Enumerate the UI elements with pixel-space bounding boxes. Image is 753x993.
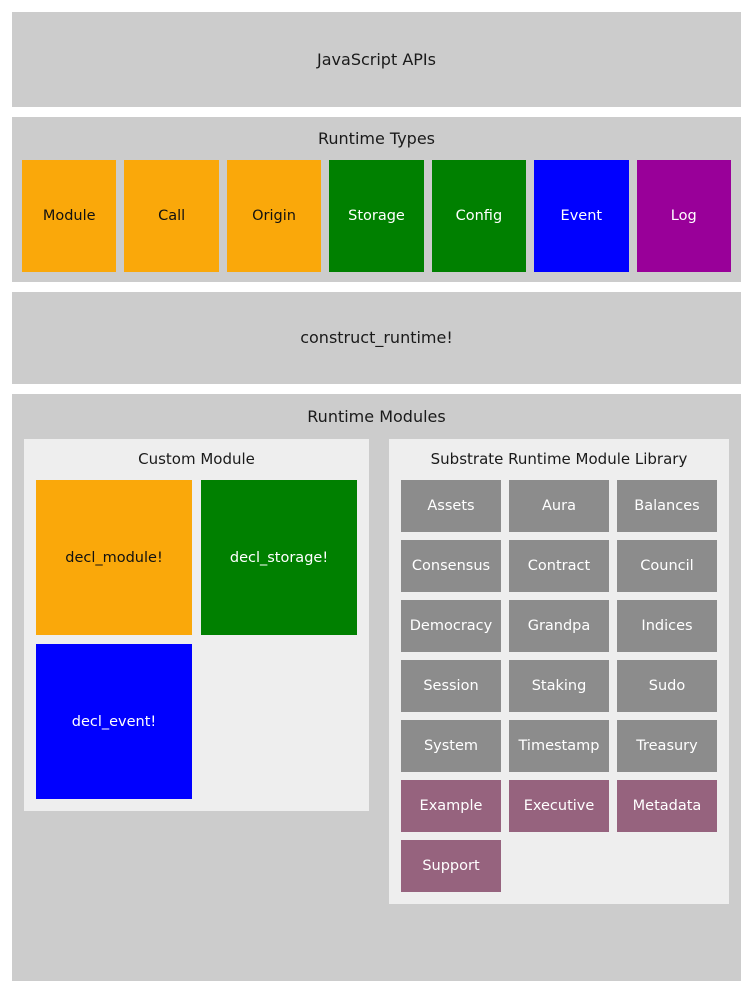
runtime-type-label: Origin	[252, 208, 296, 225]
library-module-label: Metadata	[632, 798, 702, 815]
runtime-type-config	[432, 160, 526, 272]
runtime-type-event	[534, 160, 628, 272]
library-module-label: Executive	[523, 798, 595, 815]
custom-module-panel	[24, 439, 369, 811]
runtime-type-label: Storage	[348, 208, 405, 225]
runtime-type-label: Config	[455, 208, 503, 225]
library-module-label: Balances	[634, 498, 700, 515]
runtime-types-section	[12, 117, 741, 282]
decl-module-box	[36, 480, 192, 635]
library-module-label: Grandpa	[527, 618, 591, 635]
library-module-label: System	[423, 738, 479, 755]
javascript-apis-section	[12, 12, 741, 107]
library-module-label: Assets	[427, 498, 475, 515]
runtime-types-row	[22, 160, 731, 272]
library-module-label: Treasury	[636, 738, 698, 755]
library-module-treasury	[617, 720, 717, 772]
custom-module-empty-cell	[201, 644, 357, 799]
library-module-balances	[617, 480, 717, 532]
library-module-consensus	[401, 540, 501, 592]
substrate-library-title: Substrate Runtime Module Library	[430, 450, 688, 469]
javascript-apis-title: JavaScript APIs	[317, 49, 436, 69]
library-module-label: Staking	[531, 678, 587, 695]
runtime-modules-row	[24, 439, 729, 967]
library-module-system	[401, 720, 501, 772]
decl-storage-box	[201, 480, 357, 635]
library-module-democracy	[401, 600, 501, 652]
construct-runtime-section	[12, 292, 741, 384]
runtime-type-label: Event	[560, 208, 603, 225]
runtime-modules-section	[12, 394, 741, 981]
library-module-grandpa	[509, 600, 609, 652]
library-module-session	[401, 660, 501, 712]
custom-module-label: decl_event!	[71, 713, 157, 730]
runtime-type-log	[637, 160, 731, 272]
library-module-sudo	[617, 660, 717, 712]
library-module-contract	[509, 540, 609, 592]
library-module-council	[617, 540, 717, 592]
library-module-assets	[401, 480, 501, 532]
custom-module-label: decl_module!	[65, 549, 163, 566]
runtime-type-label: Call	[158, 208, 186, 225]
library-module-timestamp	[509, 720, 609, 772]
library-module-label: Aura	[542, 498, 576, 515]
runtime-types-title: Runtime Types	[318, 129, 435, 148]
library-module-aura	[509, 480, 609, 532]
decl-event-box	[36, 644, 192, 799]
library-module-label: Indices	[641, 618, 693, 635]
runtime-type-origin	[227, 160, 321, 272]
library-module-example	[401, 780, 501, 832]
library-module-label: Session	[423, 678, 479, 695]
library-module-executive	[509, 780, 609, 832]
construct-runtime-title: construct_runtime!	[300, 328, 453, 348]
substrate-library-grid	[401, 480, 717, 892]
runtime-modules-title: Runtime Modules	[307, 407, 446, 426]
custom-module-label: decl_storage!	[229, 549, 329, 566]
library-module-label: Council	[640, 558, 694, 575]
library-module-label: Consensus	[411, 558, 491, 575]
library-module-label: Support	[422, 858, 480, 875]
runtime-type-label: Log	[670, 208, 697, 225]
library-module-support	[401, 840, 501, 892]
custom-module-grid	[36, 480, 357, 799]
runtime-type-storage	[329, 160, 423, 272]
runtime-type-call	[124, 160, 218, 272]
library-module-label: Contract	[527, 558, 591, 575]
runtime-type-label: Module	[42, 208, 96, 225]
library-module-metadata	[617, 780, 717, 832]
substrate-library-panel	[389, 439, 729, 904]
library-module-label: Democracy	[409, 618, 493, 635]
library-module-label: Timestamp	[518, 738, 600, 755]
library-module-label: Sudo	[648, 678, 686, 695]
library-module-label: Example	[419, 798, 483, 815]
library-module-indices	[617, 600, 717, 652]
runtime-type-module	[22, 160, 116, 272]
library-module-staking	[509, 660, 609, 712]
custom-module-title: Custom Module	[138, 450, 255, 469]
